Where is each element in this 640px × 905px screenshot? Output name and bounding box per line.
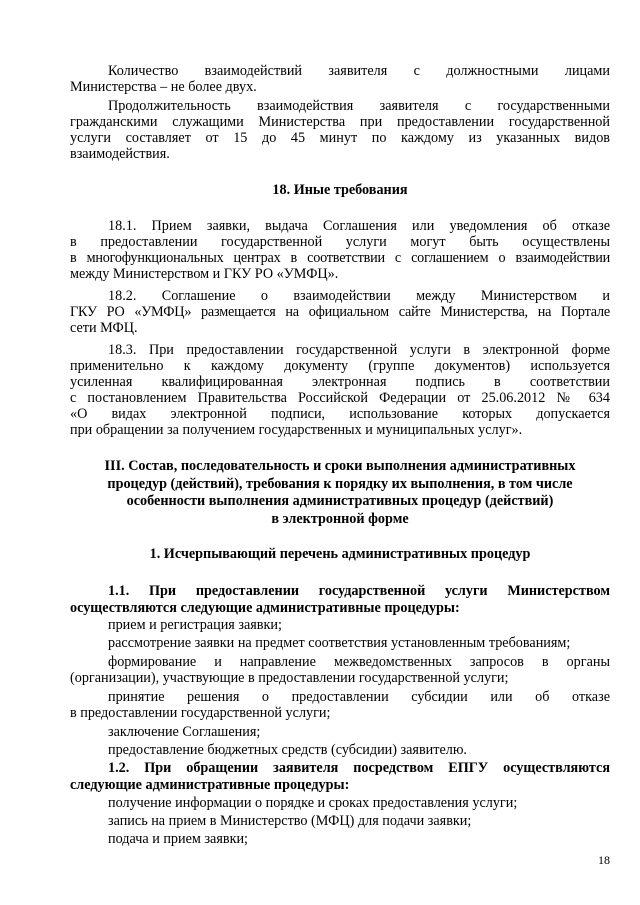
- text-line: применительно к каждому документу (группе документов) используется: [70, 358, 610, 374]
- list-item: рассмотрение заявки на предмет соответствия установленным требованиям;: [108, 635, 571, 651]
- text-line: 18.1. Прием заявки, выдача Соглашения или уведомления об отказе: [108, 218, 610, 234]
- text-line: в предоставлении государственной услуги;: [70, 705, 331, 721]
- text-line: гражданскими служащими Министерства при предоставлении государственной: [70, 114, 610, 130]
- text-line: между Министерством и ГКУ РО «УМФЦ».: [70, 266, 339, 282]
- list-item: запись на прием в Министерство (МФЦ) для подачи заявки;: [108, 813, 472, 829]
- list-item: формирование и направление межведомственных запросов в органы: [108, 654, 610, 670]
- text-line-bold: 1.2. При обращении заявителя посредством ЕПГУ осуществляются: [108, 760, 610, 776]
- chapter-heading: в электронной форме: [271, 511, 409, 527]
- chapter-heading: процедур (действий), требования к порядку их выполнения, в том числе: [107, 476, 573, 492]
- text-line: 18.2. Соглашение о взаимодействии между Министерством и: [108, 288, 610, 304]
- section-heading: 1. Исчерпывающий перечень административных процедур: [149, 546, 531, 562]
- chapter-heading: III. Состав, последовательность и сроки выполнения административных: [104, 458, 576, 474]
- text-line: в многофункциональных центрах в соответствии с соглашением о взаимодействии: [70, 250, 610, 266]
- text-line: взаимодействия.: [70, 146, 170, 162]
- text-line-bold: следующие административные процедуры:: [70, 777, 350, 793]
- text-line-bold: 1.1. При предоставлении государственной услуги Министерством: [108, 583, 610, 599]
- list-item: заключение Соглашения;: [108, 724, 261, 740]
- list-item: принятие решения о предоставлении субсидии или об отказе: [108, 689, 610, 705]
- chapter-heading: особенности выполнения административных процедур (действий): [126, 493, 554, 509]
- text-line: ГКУ РО «УМФЦ» размещается на официальном сайте Министерства, на Портале: [70, 304, 610, 320]
- text-line: при обращении за получением государственных и муниципальных услуг».: [70, 422, 523, 438]
- list-item: прием и регистрация заявки;: [108, 617, 282, 633]
- text-line: в предоставлении государственной услуги могут быть осуществлены: [70, 234, 610, 250]
- text-line: «О видах электронной подписи, использование которых допускается: [70, 406, 610, 422]
- text-line: Министерства – не более двух.: [70, 79, 257, 95]
- list-item: получение информации о порядке и сроках предоставления услуги;: [108, 795, 518, 811]
- list-item: подача и прием заявки;: [108, 831, 248, 847]
- text-line: 18.3. При предоставлении государственной услуги в электронной форме: [108, 342, 610, 358]
- text-line: сети МФЦ.: [70, 320, 138, 336]
- text-line: (организации), участвующие в предоставлении государственной услуги;: [70, 670, 509, 686]
- section-heading: 18. Иные требования: [272, 182, 408, 198]
- text-line: усиленная квалифицированная электронная подпись в соответствии: [70, 374, 610, 390]
- text-line: Количество взаимодействий заявителя с должностными лицами: [108, 63, 610, 79]
- text-line: с постановлением Правительства Российской Федерации от 25.06.2012 № 634: [70, 390, 610, 406]
- text-line-bold: осуществляются следующие административные процедуры:: [70, 600, 460, 616]
- text-line: Продолжительность взаимодействия заявителя с государственными: [108, 98, 610, 114]
- text-line: услуги составляет от 15 до 45 минут по каждому из указанных видов: [70, 130, 610, 146]
- page-number: 18: [598, 853, 610, 867]
- list-item: предоставление бюджетных средств (субсидии) заявителю.: [108, 742, 467, 758]
